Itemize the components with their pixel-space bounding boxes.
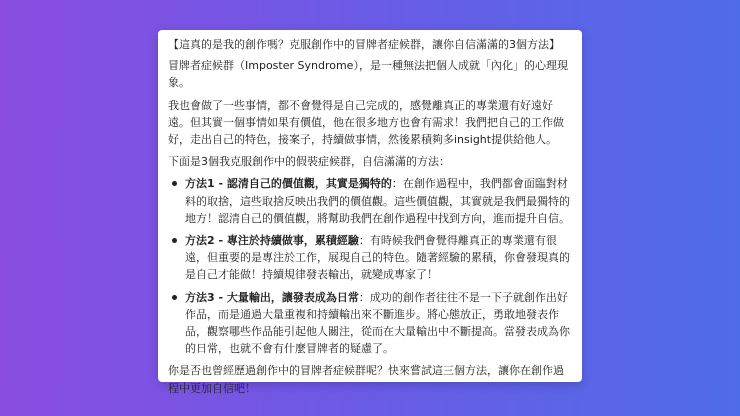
definition-paragraph: 冒牌者症候群（Imposter Syndrome），是一種無法把個人成就「內化」的心理現象。 [168,59,568,90]
method-item [185,289,572,358]
method-body: ：有時候我們會覺得離真正的專業還有很遠，但重要的是專注於工作，展現自己的特色。隨著經驗的累積，你會發現真的是自己才能做！持續規律發表輸出，就變成專家了！ [185,234,570,282]
method-item [185,232,572,284]
closing-paragraph: 你是否也曾經歷過創作中的冒牌者症候群呢？快來嘗試這三個方法，讓你在創作過程中更加自信吧！ [168,364,564,395]
story-paragraph: 我也會做了一些事情，都不會覺得是自己完成的，感覺離真正的專業還有好遠好遠。但其實一個事情如果有價值，他在很多地方也會有需求！我們把自己的工作做好，走出自己的特色，接案子，持續做事情，然後累積夠多insight提供給他人。 [168,98,564,147]
method-item [185,175,572,227]
methods-list [168,175,572,357]
method-body: ：在創作過程中，我們都會面臨對材料的取捨，這些取捨反映出我們的價值觀。這些價值觀，其實就是我們最獨特的地方！認清自己的價值觀，將幫助我們在創作過程中找到方向，進而提升自信。 [185,177,570,225]
method-heading: 方法2 - 專注於持續做事，累積經驗 [185,234,359,248]
method-body: ：成功的創作者往往不是一下子就創作出好作品，而是通過大量重複和持續輸出來不斷進步。將心態放正，勇敢地發表作品，觀察哪些作品能引起他人關注，從而在大量輸出中不斷提高。當發表成為你的日常，也就不會有什麼冒牌者的疑慮了。 [185,290,570,356]
bullet-icon [172,295,177,300]
method-heading: 方法3 - 大量輸出，讓發表成為日常 [185,290,359,304]
bullet-icon [172,181,177,186]
method-heading: 方法1 - 認清自己的價值觀，其實是獨特的 [185,177,392,191]
bullet-icon [172,238,177,243]
post-card [158,30,582,395]
intro-paragraph: 下面是3個我克服創作中的假裝症候群，自信滿滿的方法： [168,155,450,169]
post-title: 【這真的是我的創作嗎？克服創作中的冒牌者症候群，讓你自信滿滿的3個方法】 [168,38,560,51]
